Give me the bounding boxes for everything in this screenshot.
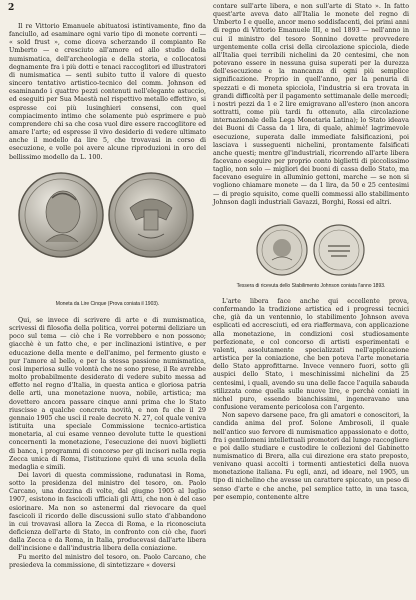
paragraph: Dei lavori di questa commissione, radunatasi in Roma, sotto la presidenza del ministro del tesoro, on. Paolo Carcano, una dozzina di volte, dal giugno 1905 al luglio 1907, esistono in fascicoli ufficiali gli Atti, che non è del caso esiorinare. Ma non so astenermi dal rievocare da quel fascicoli il ricordo delle discussioni sullo stato d'abbandono in cui trovavasi allora la Zecca di Roma, e la riconosciuta deficienza dell'arte di Stato, in confronto con ciò che, fuori dalla Zecca e da Roma, in Italia, producevasi dall'arte libera dell'incisione e dall'industria libera della coniazione. (9, 471, 206, 553)
right-column-bottom-text (213, 298, 409, 502)
token-image-obverse (256, 224, 308, 276)
paragraph: Fu merito del ministro del tesoro, on. Paolo Carcano, che presiedeva la commissione, di sintetizzare « doversi (9, 553, 206, 569)
left-column-top-text (9, 23, 206, 162)
paragraph: L'arte libera face anche qui eccellente prova, confermando la tradizione artistica ed i progressi tecnici che, già da un ventennio, lo stabilimento Johnson aveva esplicati ed accresciuti, ed era riaffermava, con applicazione alla monetazione, in condizioni così studiosamente perfezionate, e col concorso di artisti esperimentati e valenti, assolutamente specializzati nell'applicazione artistica per la coniazione, che ben poteva l'arte monetaria dello Stato approfittarne. Invece vennero fuori, sotto gli auspici dello Stato, i meschinissimi nichelini da 25 centesimi, i quali, avendo su una delle facce l'aquila sabauda stilizzata come quella sulle nuove lire, e perchè coniati in nichel puro, essendo bianchissimi, ingeneravano una confusione veramente pericolosa con l'argento. (213, 298, 409, 412)
paragraph: contare sull'arte libera, e non sull'arte di Stato ». In fatto quest'arte aveva dato all'Italia le monete del regno di Umberto I e quelle, ancor meno soddisfacenti, dei primi anni di regno di Vittorio Emanuele III, e nel 1893 — nell'anno in cui il ministro del tesoro Sonnino dovette provvedere urgentemente colla crisi della circolazione spicciola, diede all'Italia quei terribili nichelini da 20 centesimi, che non potevano essere in nessuna guisa superati per la durezza dell'esecuzione e la mancanza di ogni più semplice significazione. Proprio in quell'anno, per la penuria di spezzati e di moneta spicciola, l'industria si era trovata in grandi difficoltà per il pagamento settimanale delle mercedi; i nostri pezzi da 1 e 2 lire emigravano all'estero (non ancora sottratti, come più tardi fu ottenuto, alla circolazione internazionale della Lega Monetaria Latina); lo Stato ideava dei Buoni di Cassa da 1 lira, di quale, ahimè! lagrimevole esecuzione, superata dalle immediate falsificazioni, poi lasciava i susseguenti nichelini, prontamente falsificati anche questi; mentre gl'industriali, ricorrendo all'arte libera facevano eseguire per proprio conto biglietti di piccolissimo taglio, non solo — migliori dei buoni di cassa dello Stato, ma facevano eseguire in alluminio gettoni, marche — se non si vogliono chiamare monete — da 1 lira, da 50 e 25 centesimi — di pregio squisito, come quelli commessi allo stabilimento Johnson dagli industriali Gavazzi, Borghi, Rossi ed altri. (213, 3, 409, 206)
figure-2-caption: Tessera di ricevuta dello Stabilimento Johnson coniata l'anno 1893. (236, 283, 386, 289)
coin-image-obverse (18, 172, 104, 258)
coin-image-reverse (108, 172, 194, 258)
figure-1-caption: Moneta da Lire Cinque (Prova coniata il 1903). (55, 301, 160, 307)
token-image-reverse (313, 224, 365, 276)
paragraph: Non sapevo darsene pace, fra gli amatori e conoscitori, la candida anima del prof. Solone Ambrosoli, il quale nell'antico suo fervore di numismatico appassionato e dotto, fra i gentilomeni intellettuali promotori dal lungo raccogliere e poi dallo studiare e custodire le collezioni del Gabinetto numismatico di Brera, alla cui direzione era stato preposto, venivano quasi accolti i tormenti antiestetici della nuova monetazione italiana. Fu egli, anzi, ad ideare, nel 1905, un tipo di nichelino che avesse un carattere spiccato, un peso di senso d'arte e che anche, pel semplice tatto, in una tasca, per esempio, contenente altre (213, 412, 409, 501)
left-column-bottom-text (9, 317, 206, 570)
right-column-top-text (213, 3, 409, 207)
paragraph: Il re Vittorio Emanuele abituatosi istintivamente, fino da fanciullo, ad esaminare ogni vario tipo di monete correnti — « sold frust », come diceva scherzando il compianto Re Umberto — e cresciuto all'amore ed allo studio della numismatica, dell'archeologia e della storia, e collocatosi degnamente fra i più dotti e tenaci raccoglitori ed illustratori di numismatica — sentì subito tutto il valore di questo sincero tentativo artistico-tecnico del comm. Johnson ed esaminando i quattro pezzi contenuti nell'elegante astuccio, ed eseguiti per Sua Maestà nel rispettivo metallo effettivo, si espresse coi più lusinghieri consensi, con quel compiacimento intimo che solamente può esprimere e può comprendere chi sa che cosa vuol dire essere raccoglitore ed amare l'arte; ed espresse il vivo desiderio di vedere ultimato anche il modello da lire 5, che trovavasi in corso di esecuzione, e volle poi avere alcune riproduzioni in oro del bellissimo modello da L. 100. (9, 23, 206, 161)
paragraph: Qui, se invece di scrivere di arte e di numismatica, scrivessi di filosofia della politica, vorrei potermi deliziare un poco sul tema — ciò che i Re vorrebbero e non possono; giacchè è un fatto che, e per inclinazioni istintive, e per educazione della mente e dell'animo, pel fermento giusto e pur l'amore al bello, e per la stessa passione numismatica, così imperiosa sulle volontà che ne sono prese, il Re avrebbe molto probabilmente desiderato di vedere subito messa ad effetto nel regno d'Italia, in questa antica e gloriosa patria delle arti, una monetazione nuova, nobile, artistica; ma dovettero ancora passare cinque anni prima che lo Stato riuscisse a qualche concreta novità, e non fu che il 29 gennaio 1905 che uscì il reale decreto N. 27, col quale veniva istituita una speciale Commissione tecnico-artistica monetaria, al cui esame venneo devolute tutte le questioni concernenti la monetazione, l'esecuzione dei nuovi biglietti di banca, i programmi di concorso per gli incisori nella regia Zecca unica di Roma, l'istituzione quivi di una scuola della medaglia e simili. (9, 317, 206, 471)
page-number: 2 (8, 3, 15, 13)
